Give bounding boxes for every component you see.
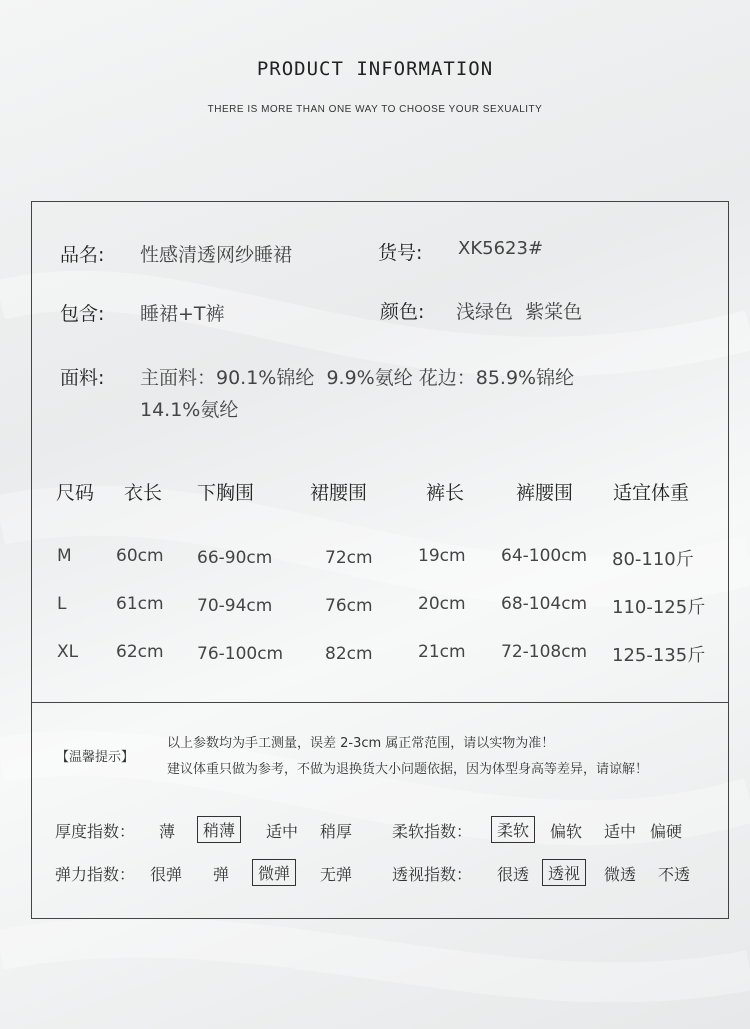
size-header-pants-waist: 裤腰围 (516, 482, 574, 504)
table-cell: 110-125斤 (612, 597, 706, 618)
transparency-label: 透视指数： (392, 865, 473, 884)
table-cell: 61cm (116, 594, 164, 614)
table-cell: 76-100cm (197, 644, 284, 664)
size-header-length: 衣长 (124, 482, 163, 504)
table-cell: 125-135斤 (612, 645, 706, 666)
thickness-option: 稍厚 (320, 822, 353, 841)
fabric-label: 面料: (60, 367, 105, 389)
fabric-line-2: 14.1%氨纶 (140, 399, 239, 421)
size-header-size: 尺码 (56, 482, 95, 504)
size-header-weight: 适宜体重 (613, 482, 690, 504)
thickness-label: 厚度指数： (55, 822, 136, 841)
table-cell: 60cm (116, 546, 164, 566)
color-value: 浅绿色 紫棠色 (456, 301, 583, 323)
panel-divider (31, 702, 729, 703)
page-subtitle: THERE IS MORE THAN ONE WAY TO CHOOSE YOUR SEXUALITY (207, 104, 543, 115)
tips-line-1: 以上参数均为手工测量，误差 2-3cm 属正常范围，请以实物为准！ (167, 736, 555, 751)
table-cell: L (57, 594, 67, 614)
softness-option-selected: 柔软 (491, 816, 535, 843)
size-header-dress-waist: 裙腰围 (310, 482, 368, 504)
softness-label: 柔软指数： (392, 822, 473, 841)
table-cell: 21cm (418, 642, 466, 662)
elasticity-option-selected: 微弹 (252, 859, 296, 886)
table-cell: 62cm (116, 642, 164, 662)
transparency-option: 不透 (658, 865, 691, 884)
transparency-option: 很透 (497, 865, 530, 884)
table-cell: 82cm (325, 644, 373, 664)
size-header-pants-length: 裤长 (426, 482, 465, 504)
thickness-option: 适中 (266, 822, 299, 841)
table-cell: 72-108cm (501, 642, 588, 662)
contents-label: 包含: (60, 303, 105, 325)
elasticity-label: 弹力指数： (55, 865, 136, 884)
table-cell: 66-90cm (197, 548, 273, 568)
softness-option: 适中 (604, 822, 637, 841)
table-cell: 80-110斤 (612, 549, 694, 570)
thickness-option-selected: 稍薄 (197, 816, 241, 843)
size-header-underbust: 下胸围 (197, 482, 255, 504)
elasticity-option: 很弹 (150, 865, 183, 884)
contents-value: 睡裙+T裤 (140, 303, 225, 325)
tips-label: 【温馨提示】 (56, 750, 135, 765)
table-cell: 19cm (418, 546, 466, 566)
table-cell: 20cm (418, 594, 466, 614)
fabric-line-1: 主面料：90.1%锦纶 9.9%氨纶 花边：85.9%锦纶 (140, 367, 575, 389)
softness-option: 偏软 (550, 822, 583, 841)
transparency-option-selected: 透视 (542, 859, 586, 886)
name-value: 性感清透网纱睡裙 (140, 244, 293, 266)
table-cell: 64-100cm (501, 546, 588, 566)
table-cell: XL (57, 642, 79, 662)
tips-line-2: 建议体重只做为参考，不做为退换货大小问题依据，因为体型身高等差异，请谅解！ (167, 762, 649, 777)
table-cell: 76cm (325, 596, 373, 616)
transparency-option: 微透 (604, 865, 637, 884)
name-label: 品名: (60, 244, 105, 266)
thickness-option: 薄 (159, 822, 176, 841)
table-cell: 70-94cm (197, 596, 273, 616)
softness-option: 偏硬 (650, 822, 683, 841)
table-cell: M (57, 546, 72, 566)
table-cell: 72cm (325, 548, 373, 568)
elasticity-option: 弹 (213, 865, 230, 884)
elasticity-option: 无弹 (320, 865, 353, 884)
table-cell: 68-104cm (501, 594, 588, 614)
sku-label: 货号: (378, 242, 423, 264)
page-title: PRODUCT INFORMATION (256, 58, 494, 80)
color-label: 颜色: (380, 301, 425, 323)
sku-value: XK5623# (458, 238, 544, 259)
